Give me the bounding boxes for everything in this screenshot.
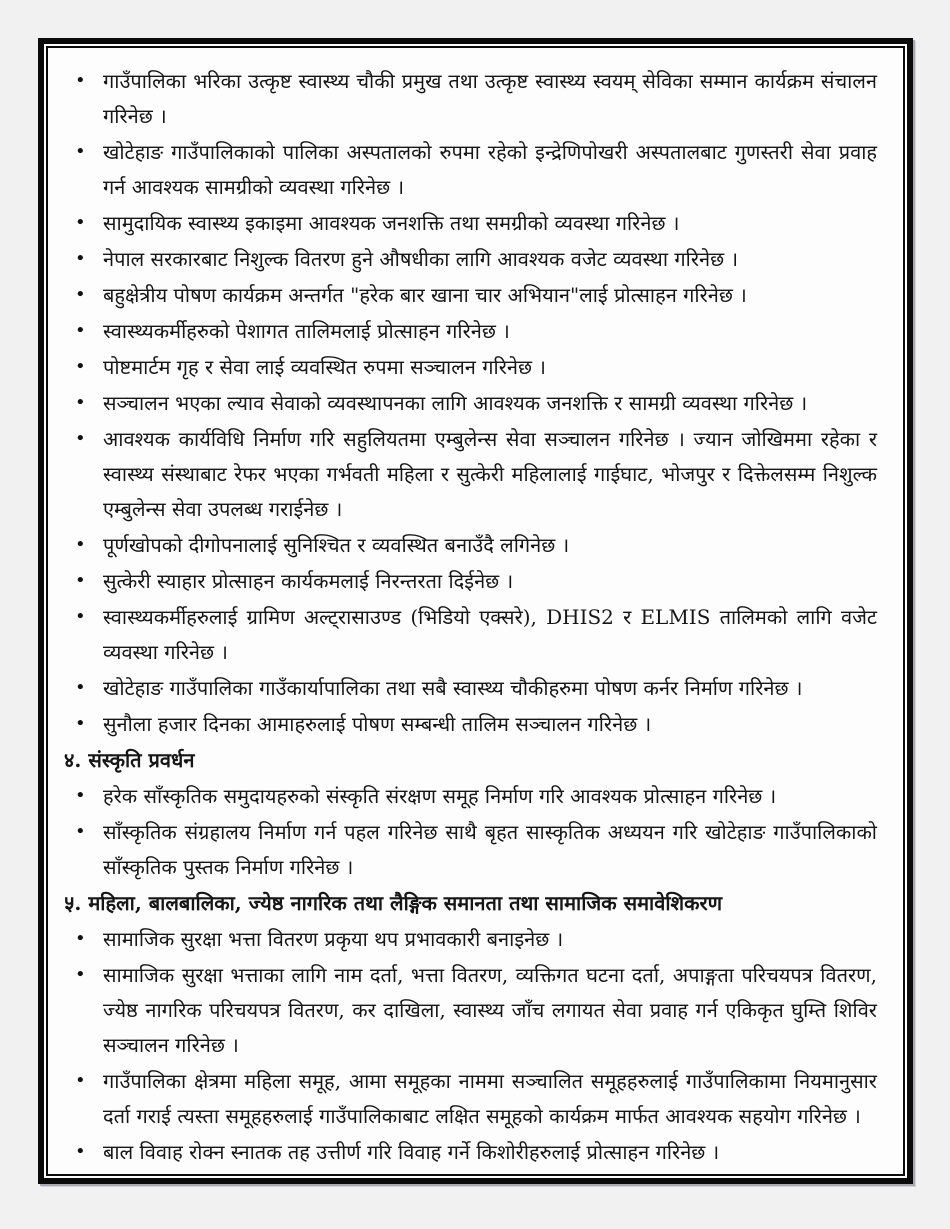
bullet-item (62, 779, 877, 814)
bullet-item (62, 422, 877, 527)
bullet-item (62, 64, 877, 134)
bullet-text: पोष्टमार्टम गृह र सेवा लाई व्यवस्थित रुपमा सञ्चालन गरिनेछ । (103, 355, 546, 379)
bullet-marker: • (75, 785, 86, 806)
bullet-item (62, 671, 877, 706)
bullet-item (62, 815, 877, 885)
bullet-marker: • (75, 606, 86, 627)
section-heading-culture: ४. संस्कृति प्रवर्धन (64, 748, 195, 772)
bullet-marker: • (75, 320, 86, 341)
bullet-text: स्वास्थ्यकर्मीहरुको पेशागत तालिमलाई प्रोत्साहन गरिनेछ । (103, 319, 510, 343)
bullet-item (62, 242, 877, 277)
bullet-text: सामाजिक सुरक्षा भत्ताका लागि नाम दर्ता, भत्ता वितरण, व्यक्तिगत घटना दर्ता, अपाङ्गता परिचयपत्र वितरण, ज्येष्ठ नागरिक परिचयपत्र वितरण, कर दाखिला, स्वास्थ्य जाँच लगायत सेवा प्रवाह गर्न एकिकृत घुम्ति शिविर सञ्चालन गरिनेछ । (103, 963, 877, 1057)
bullet-marker: • (75, 1070, 86, 1091)
bullet-text: खोटेहाङ गाउँपालिका गाउँकार्यापालिका तथा सबै स्वास्थ्य चौकीहरुमा पोषण कर्नर निर्माण गरिनेछ । (103, 676, 803, 700)
bullet-text: हरेक साँस्कृतिक समुदायहरुको संस्कृति संरक्षण समूह निर्माण गरि आवश्यक प्रोत्साहन गरिनेछ । (103, 784, 777, 808)
page-border-frame (38, 38, 913, 1184)
bullet-marker: • (75, 141, 86, 162)
bullet-text: गाउँपालिका क्षेत्रमा महिला समूह, आमा समूहका नाममा सञ्चालित समूहहरुलाई गाउँपालिकामा नियमानुसार दर्ता गराई त्यस्ता समूहहरुलाई गाउँपालिकाबाट लक्षित समूहको कार्यक्रम मार्फत आवश्यक सहयोग गरिनेछ । (103, 1069, 877, 1128)
bullet-text: आवश्यक कार्यविधि निर्माण गरि सहुलियतमा एम्बुलेन्स सेवा सञ्चालन गरिनेछ । ज्यान जोखिममा रहेका र स्वास्थ्य संस्थाबाट रेफर भएका गर्भवती महिला र सुत्केरी महिलालाई गाईघाट, भोजपुर र दिक्तेलसम्म निशुल्क एम्बुलेन्स सेवा उपलब्ध गराईनेछ । (103, 427, 877, 521)
bullet-text: सुत्केरी स्याहार प्रोत्साहन कार्यकमलाई निरन्तरता दिईनेछ । (103, 569, 514, 593)
bullet-item (62, 600, 877, 670)
bullet-text: सुनौला हजार दिनका आमाहरुलाई पोषण सम्बन्धी तालिम सञ्चालन गरिनेछ । (103, 712, 652, 736)
bullet-item (62, 707, 877, 742)
section-heading-women-children-inclusion: ५. महिला, बालबालिका, ज्येष्ठ नागरिक तथा लैङ्गिक समानता तथा सामाजिक समावेशिकरण (64, 891, 723, 915)
bullet-text: नेपाल सरकारबाट निशुल्क वितरण हुने औषधीका लागि आवश्यक वजेट व्यवस्था गरिनेछ । (103, 247, 739, 271)
bullet-item (62, 1064, 877, 1134)
bullet-item (62, 528, 877, 563)
bullet-item (62, 278, 877, 313)
bullet-marker: • (75, 428, 86, 449)
bullet-text: सामुदायिक स्वास्थ्य इकाइमा आवश्यक जनशक्ति तथा समग्रीको व्यवस्था गरिनेछ । (103, 211, 680, 235)
bullet-item (62, 314, 877, 349)
bullet-marker: • (75, 821, 86, 842)
bullet-marker: • (75, 964, 86, 985)
bullet-marker: • (75, 284, 86, 305)
bullet-marker: • (75, 928, 86, 949)
bullet-marker: • (75, 534, 86, 555)
bullet-item (62, 1135, 877, 1170)
bullet-marker: • (75, 212, 86, 233)
bullet-text: बाल विवाह रोक्न स्नातक तह उत्तीर्ण गरि विवाह गर्ने किशोरीहरुलाई प्रोत्साहन गरिनेछ । (103, 1140, 720, 1164)
bullet-marker: • (75, 677, 86, 698)
bullet-text: बहुक्षेत्रीय पोषण कार्यक्रम अन्तर्गत "हरेक बार खाना चार अभियान"लाई प्रोत्साहन गरिनेछ । (103, 283, 747, 307)
bullet-text: स्वास्थ्यकर्मीहरुलाई ग्रामिण अल्ट्रासाउण्ड (भिडियो एक्सरे), DHIS2 र ELMIS तालिमको लागि वजेट व्यवस्था गरिनेछ । (103, 605, 877, 664)
bullet-item (62, 206, 877, 241)
bullet-item (62, 135, 877, 205)
bullet-marker: • (75, 248, 86, 269)
bullet-text: पूर्णखोपको दीगोपनालाई सुनिश्चित र व्यवस्थित बनाउँदै लगिनेछ । (103, 533, 570, 557)
bullet-marker: • (75, 713, 86, 734)
document-body (62, 64, 877, 1170)
bullet-item (62, 386, 877, 421)
bullet-item (62, 958, 877, 1063)
bullet-item (62, 564, 877, 599)
bullet-text: खोटेहाङ गाउँपालिकाको पालिका अस्पतालको रुपमा रहेको इन्द्रेणिपोखरी अस्पतालबाट गुणस्तरी सेवा प्रवाह गर्न आवश्यक सामग्रीको व्यवस्था गरिनेछ । (103, 140, 877, 199)
bullet-text: साँस्कृतिक संग्रहालय निर्माण गर्न पहल गरिनेछ साथै बृहत सास्कृतिक अध्ययन गरि खोटेहाङ गाउँपालिकाको साँस्कृतिक पुस्तक निर्माण गरिनेछ । (103, 820, 877, 879)
bullet-text: गाउँपालिका भरिका उत्कृष्ट स्वास्थ्य चौकी प्रमुख तथा उत्कृष्ट स्वास्थ्य स्वयम् सेविका सम्मान कार्यक्रम संचालन गरिनेछ । (103, 69, 877, 128)
page-inner-frame (46, 46, 905, 1176)
bullet-text: सामाजिक सुरक्षा भत्ता वितरण प्रकृया थप प्रभावकारी बनाइनेछ । (103, 927, 564, 951)
bullet-marker: • (75, 570, 86, 591)
bullet-marker: • (75, 70, 86, 91)
bullet-text: सञ्चालन भएका ल्याव सेवाको व्यवस्थापनका लागि आवश्यक जनशक्ति र सामग्री व्यवस्था गरिनेछ । (103, 391, 808, 415)
bullet-item (62, 350, 877, 385)
bullet-marker: • (75, 1141, 86, 1162)
bullet-marker: • (75, 356, 86, 377)
bullet-marker: • (75, 392, 86, 413)
bullet-item (62, 922, 877, 957)
